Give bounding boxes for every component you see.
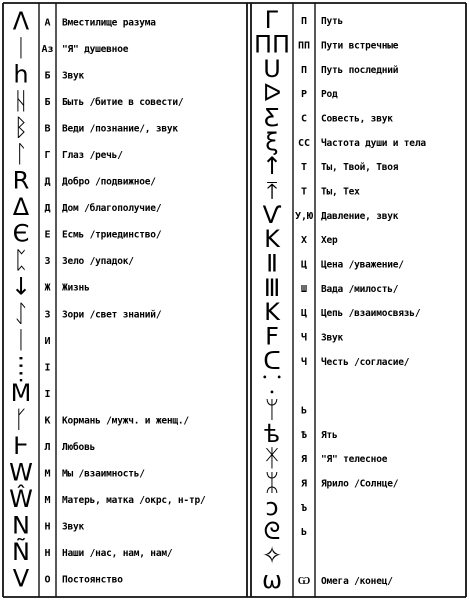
right-letter: Я <box>300 478 308 490</box>
left-description: Веди /познание/, звук <box>62 123 178 135</box>
left-glyph: Ṁ <box>10 378 32 407</box>
left-letter: З <box>44 309 51 321</box>
left-glyph: ᛒ <box>13 113 29 142</box>
right-glyph: F <box>265 322 279 351</box>
left-description: Глаз /речь/ <box>62 150 123 161</box>
left-glyph: Ⱶ <box>13 432 29 460</box>
right-glyph: Ѵ <box>262 200 282 229</box>
right-letter: С <box>300 113 308 125</box>
right-letter: Ѡ <box>297 575 311 587</box>
right-glyph: ω <box>261 565 283 594</box>
right-description: Звук <box>321 332 344 344</box>
right-description: "Я" телесное <box>321 454 388 466</box>
left-description: Дом /благополучие/ <box>62 203 162 215</box>
right-glyph: ⸪ <box>262 371 282 400</box>
right-glyph: Ƹ <box>264 103 280 132</box>
right-letter: Т <box>300 186 308 198</box>
right-description: Ярило /Солнце/ <box>321 478 399 490</box>
left-letter: А <box>44 17 51 29</box>
left-description: Быть /битие в совести/ <box>62 96 184 108</box>
left-glyph: Є <box>12 219 30 248</box>
right-description: Давление, звук <box>321 210 399 222</box>
left-letter: О <box>44 574 51 586</box>
left-letter: М <box>44 495 51 507</box>
right-glyph: K <box>264 298 280 327</box>
left-glyph: ↓ <box>10 272 32 301</box>
left-description: Добро /подвижное/ <box>62 176 156 188</box>
left-glyph: W <box>9 458 33 487</box>
right-glyph: ͻ <box>265 492 279 521</box>
left-letter: М <box>44 468 51 480</box>
right-letter: У,Ю <box>294 210 314 222</box>
left-description: Мы /взаимность/ <box>62 468 145 480</box>
left-glyph: Δ <box>12 193 30 222</box>
right-letter: ПП <box>297 40 311 52</box>
left-glyph: ᛁ <box>13 33 29 62</box>
right-description: Цена /уважение/ <box>321 259 404 271</box>
right-description: Ять <box>321 429 338 441</box>
left-letter: Ж <box>44 282 51 294</box>
right-letter: Р <box>300 89 308 101</box>
right-description: Ты, Тех <box>321 186 360 198</box>
right-glyph: ѣ <box>263 419 281 448</box>
right-glyph: ᑕ <box>263 346 281 375</box>
right-description: Путь <box>321 16 344 28</box>
left-glyph: ᛁ <box>13 325 29 354</box>
right-letter: П <box>300 64 308 76</box>
left-glyph: V <box>12 564 30 593</box>
right-glyph: ⤒ <box>266 176 278 205</box>
right-letter: Ь <box>300 405 308 417</box>
left-letter: Б <box>44 96 51 108</box>
left-letter: Е <box>44 229 51 241</box>
left-description: Жизнь <box>62 282 90 294</box>
right-description: Цепь /взаимосвязь/ <box>321 308 421 320</box>
left-description: Вместилище разума <box>62 17 156 29</box>
left-letter: І <box>44 362 51 374</box>
right-glyph: Г <box>264 6 280 35</box>
right-glyph: K <box>264 225 280 254</box>
left-letter: З <box>44 256 51 268</box>
left-letter: Л <box>44 442 51 453</box>
left-glyph: R <box>12 166 30 195</box>
right-glyph: Ս <box>263 54 281 83</box>
left-glyph: ᛇ <box>13 299 29 328</box>
right-letter: П <box>300 16 308 28</box>
left-glyph: h <box>13 60 29 89</box>
left-glyph: N <box>12 511 30 540</box>
left-glyph: ⵗ <box>17 352 25 381</box>
right-glyph: Ⅲ <box>263 273 281 302</box>
right-glyph: ᛘ <box>264 395 280 424</box>
left-description: Зело /упадок/ <box>62 256 134 268</box>
left-letter: Б <box>44 70 51 82</box>
right-letter: Ч <box>300 332 308 344</box>
right-letter: Ѣ <box>300 429 308 441</box>
left-description: Звук <box>62 70 85 82</box>
left-letter: Аз <box>41 43 54 55</box>
left-description: Любовь <box>62 442 96 453</box>
right-description: Пути встречные <box>321 40 399 52</box>
right-description: Ты, Твой, Твоя <box>321 162 399 174</box>
left-letter: К <box>44 415 51 427</box>
right-letter: Ш <box>300 283 308 295</box>
right-letter: Х <box>300 235 308 247</box>
right-description: Вада /милость/ <box>321 283 399 295</box>
right-description: Омега /конец/ <box>321 575 393 587</box>
left-description: Есмь /триединство/ <box>62 229 162 241</box>
left-glyph: ᚴ <box>13 405 29 434</box>
left-description: "Я" душевное <box>62 43 129 55</box>
right-glyph: ᛯ <box>264 468 280 497</box>
left-letter: Д <box>44 176 51 188</box>
left-description: Наши /нас, нам, нам/ <box>62 548 173 560</box>
left-letter: Н <box>44 521 51 533</box>
right-glyph: Ⅱ <box>266 249 278 278</box>
left-letter: Д <box>44 203 51 215</box>
right-letter: Я <box>300 454 308 466</box>
right-letter: Ъ <box>300 502 308 514</box>
right-glyph: ξ <box>265 127 279 156</box>
left-glyph: Ŵ <box>9 485 33 514</box>
left-letter: И <box>44 335 51 347</box>
right-description: Совесть, звук <box>321 113 393 125</box>
left-description: Матерь, матка /окрс, н-тр/ <box>62 495 206 507</box>
left-description: Постоянство <box>62 574 123 586</box>
left-description: Зори /свет знаний/ <box>62 309 162 321</box>
right-glyph: ᘓ <box>263 517 281 546</box>
right-glyph: ↑ <box>261 152 283 181</box>
right-letter: Ь <box>300 527 308 539</box>
left-glyph: ᚺ <box>13 86 29 115</box>
right-letter: Ц <box>300 259 308 271</box>
right-description: Частота души и тела <box>321 137 426 149</box>
right-glyph: ᐅ <box>262 79 282 108</box>
left-glyph: ᐱ <box>12 7 30 36</box>
right-glyph: ✧ <box>261 541 283 570</box>
left-description: Кормань /мужч. и женщ./ <box>62 415 189 427</box>
right-glyph: ПП <box>253 30 291 59</box>
left-glyph: ᛈ <box>13 246 29 275</box>
left-letter: В <box>44 123 51 135</box>
right-description: Хер <box>321 235 338 247</box>
left-letter: І <box>44 388 51 400</box>
right-description: Путь последний <box>321 64 399 76</box>
right-glyph: ᛡ <box>264 444 280 473</box>
right-description: Честь /согласие/ <box>321 356 410 368</box>
left-glyph: Ñ <box>12 538 30 567</box>
right-letter: Ч <box>300 356 308 368</box>
right-letter: Ц <box>300 308 308 320</box>
left-description: Звук <box>62 521 85 533</box>
right-letter: Т <box>300 162 308 174</box>
left-glyph: ᛚ <box>13 140 29 168</box>
left-letter: Г <box>44 150 51 161</box>
right-description: Род <box>321 89 338 101</box>
right-letter: СС <box>297 137 311 149</box>
left-letter: Н <box>44 548 51 560</box>
